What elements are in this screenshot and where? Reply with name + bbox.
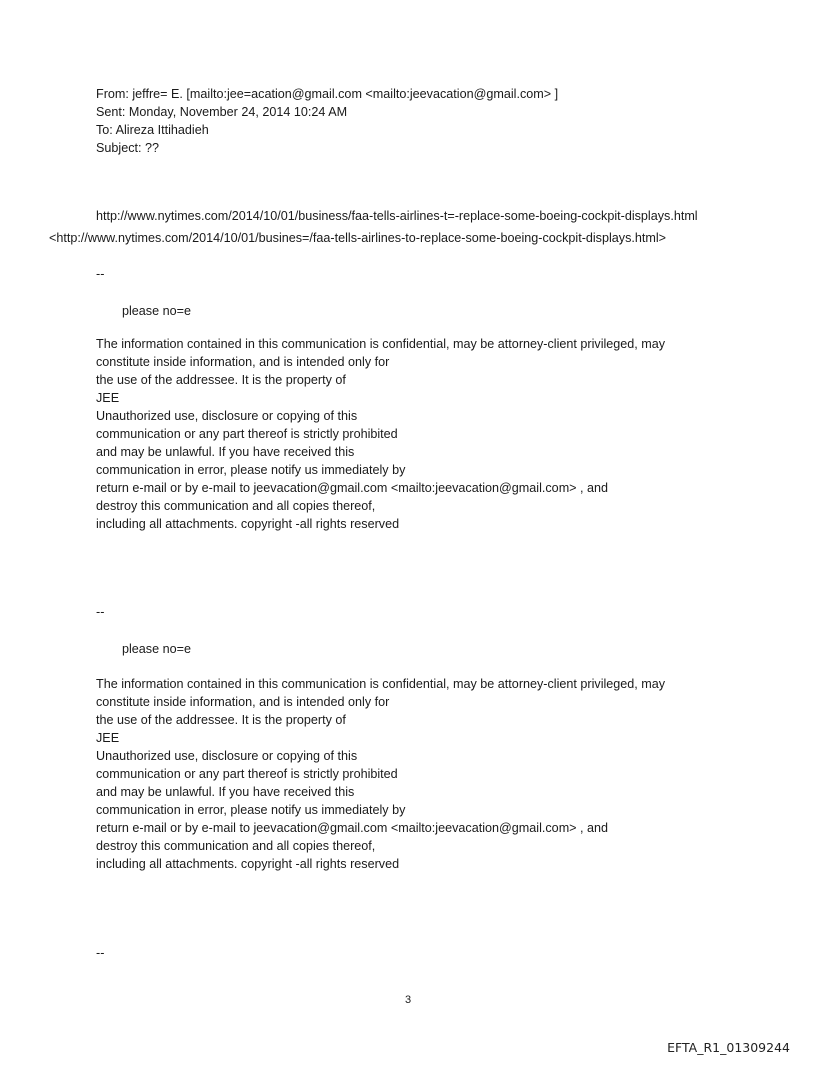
disclaimer-line: Unauthorized use, disclosure or copying of this — [96, 409, 358, 423]
trailing-separator: -- — [96, 946, 105, 960]
disclaimer-line: communication or any part thereof is strictly prohibited — [96, 767, 398, 781]
page-number: 3 — [404, 994, 412, 1006]
disclaimer-line: JEE — [96, 391, 120, 405]
disclaimer-line: communication in error, please notify us immediately by — [96, 803, 406, 817]
header-subject: Subject: ?? — [96, 141, 160, 155]
bates-number: EFTA_R1_01309244 — [667, 1040, 790, 1055]
header-sent: Sent: Monday, November 24, 2014 10:24 AM — [96, 105, 348, 119]
disclaimer-line: constitute inside information, and is intended only for — [96, 355, 390, 369]
disclaimer-line: Unauthorized use, disclosure or copying of this — [96, 749, 358, 763]
disclaimer-line: the use of the addressee. It is the property of — [96, 713, 346, 727]
disclaimer-line: constitute inside information, and is intended only for — [96, 695, 390, 709]
disclaimer-line: including all attachments. copyright -all rights reserved — [96, 517, 400, 531]
article-link[interactable]: http://www.nytimes.com/2014/10/01/business/faa-tells-airlines-t=-replace-some-boeing-cockpit-displays.html — [96, 209, 698, 223]
disclaimer-line: communication in error, please notify us immediately by — [96, 463, 406, 477]
header-to: To: Alireza Ittihadieh — [96, 123, 209, 137]
disclaimer-line: JEE — [96, 731, 120, 745]
article-link-bracketed[interactable]: <http://www.nytimes.com/2014/10/01/busines=/faa-tells-airlines-to-replace-some-boeing-cockpit-displays.html> — [49, 231, 667, 245]
please-note-label: please no=e — [122, 642, 191, 656]
disclaimer-line: return e-mail or by e-mail to jeevacation@gmail.com <mailto:jeevacation@gmail.com> , and — [96, 821, 609, 835]
disclaimer-line: The information contained in this communication is confidential, may be attorney-client privileged, may — [96, 337, 666, 351]
disclaimer-line: including all attachments. copyright -all rights reserved — [96, 857, 400, 871]
disclaimer-line: return e-mail or by e-mail to jeevacation@gmail.com <mailto:jeevacation@gmail.com> , and — [96, 481, 609, 495]
disclaimer-line: and may be unlawful. If you have received this — [96, 445, 355, 459]
disclaimer-line: and may be unlawful. If you have received this — [96, 785, 355, 799]
header-from: From: jeffre= E. [mailto:jee=acation@gmail.com <mailto:jeevacation@gmail.com> ] — [96, 87, 559, 101]
disclaimer-line: destroy this communication and all copies thereof, — [96, 839, 376, 853]
signature-separator: -- — [96, 267, 105, 281]
disclaimer-line: communication or any part thereof is strictly prohibited — [96, 427, 398, 441]
disclaimer-line: destroy this communication and all copies thereof, — [96, 499, 376, 513]
email-header — [96, 85, 558, 157]
disclaimer-line: the use of the addressee. It is the property of — [96, 373, 346, 387]
signature-separator: -- — [96, 605, 105, 619]
disclaimer-line: The information contained in this communication is confidential, may be attorney-client privileged, may — [96, 677, 666, 691]
confidentiality-disclaimer — [96, 675, 665, 873]
please-note-label: please no=e — [122, 304, 191, 318]
confidentiality-disclaimer — [96, 335, 665, 533]
